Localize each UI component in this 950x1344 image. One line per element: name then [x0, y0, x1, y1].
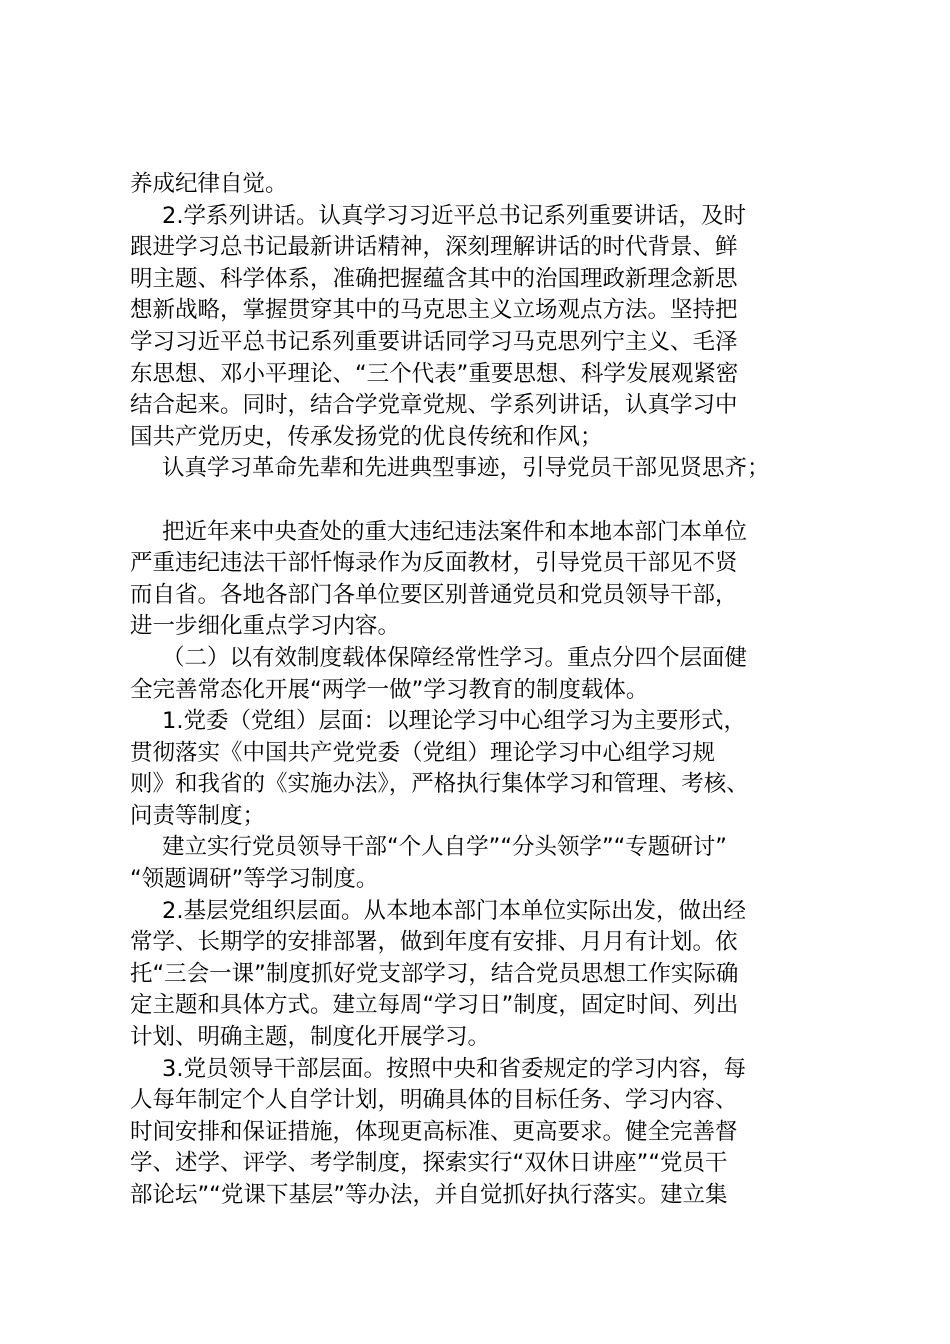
text-line: 学、述学、评学、考学制度，探索实行“双休日讲座”“党员干	[130, 1150, 728, 1177]
text-line: 国共产党历史，传承发扬党的优良传统和作风；	[130, 423, 603, 450]
text-line: 托“三会一课”制度抓好党支部学习，结合党员思想工作实际确	[130, 960, 739, 987]
text-line: 部论坛”“党课下基层”等办法，并自觉抓好执行落实。建立集	[130, 1182, 728, 1208]
text-line: 计划、明确主题，制度化开展学习。	[130, 1024, 491, 1051]
text-line: 想新战略，掌握贯穿其中的马克思主义立场观点方法。坚持把	[130, 297, 738, 324]
text-line: 人每年制定个人自学计划，明确具体的目标任务、学习内容、	[130, 1087, 738, 1114]
text-line: 时间安排和保证措施，体现更高标准、更高要求。健全完善督	[130, 1118, 738, 1145]
text-line: “领题调研”等学习制度。	[130, 866, 379, 893]
text-line: 定主题和具体方式。建立每周“学习日”制度，固定时间、列出	[130, 992, 739, 1019]
text-line: 2.基层党组织层面。从本地本部门本单位实际出发，做出经	[162, 897, 746, 924]
text-line: 严重违纪违法干部忏悔录作为反面教材，引导党员干部见不贤	[130, 550, 738, 577]
text-line: 东思想、邓小平理论、“三个代表”重要思想、科学发展观紧密	[130, 360, 739, 387]
blank-line	[130, 485, 830, 517]
text-line: 贯彻落实《中国共产党党委（党组）理论学习中心组学习规	[130, 739, 716, 766]
text-line: 结合起来。同时，结合学党章党规、学系列讲话，认真学习中	[130, 392, 738, 419]
text-line: 把近年来中央查处的重大违纪违法案件和本地本部门本单位	[162, 518, 748, 545]
document-body	[130, 169, 830, 1212]
text-line: 常学、长期学的安排部署，做到年度有安排、月月有计划。依	[130, 929, 738, 956]
text-line: 全完善常态化开展“两学一做”学习教育的制度载体。	[130, 676, 649, 703]
text-line: （二）以有效制度载体保障经常性学习。重点分四个层面健	[162, 644, 748, 671]
text-line: 养成纪律自觉。	[130, 171, 288, 197]
text-line: 3.党员领导干部层面。按照中央和省委规定的学习内容，每	[162, 1055, 746, 1082]
text-line: 而自省。各地各部门各单位要区别普通党员和党员领导干部，	[130, 581, 738, 608]
text-line: 学习习近平总书记系列重要讲话同学习马克思列宁主义、毛泽	[130, 328, 738, 355]
text-line: 认真学习革命先辈和先进典型事迹，引导党员干部见贤思齐；	[162, 455, 770, 482]
text-line: 明主题、科学体系，准确把握蕴含其中的治国理政新理念新思	[130, 265, 738, 292]
text-line: 则》和我省的《实施办法》，严格执行集体学习和管理、考核、	[130, 771, 749, 798]
text-line: 建立实行党员领导干部“个人自学”“分头领学”“专题研讨”	[162, 834, 727, 861]
text-line: 进一步细化重点学习内容。	[130, 613, 401, 640]
text-line: 2.学系列讲话。认真学习习近平总书记系列重要讲话，及时	[162, 202, 746, 229]
text-line: 问责等制度；	[130, 802, 266, 829]
text-line: 跟进学习总书记最新讲话精神，深刻理解讲话的时代背景、鲜	[130, 234, 738, 261]
text-line: 1.党委（党组）层面：以理论学习中心组学习为主要形式，	[162, 708, 746, 735]
